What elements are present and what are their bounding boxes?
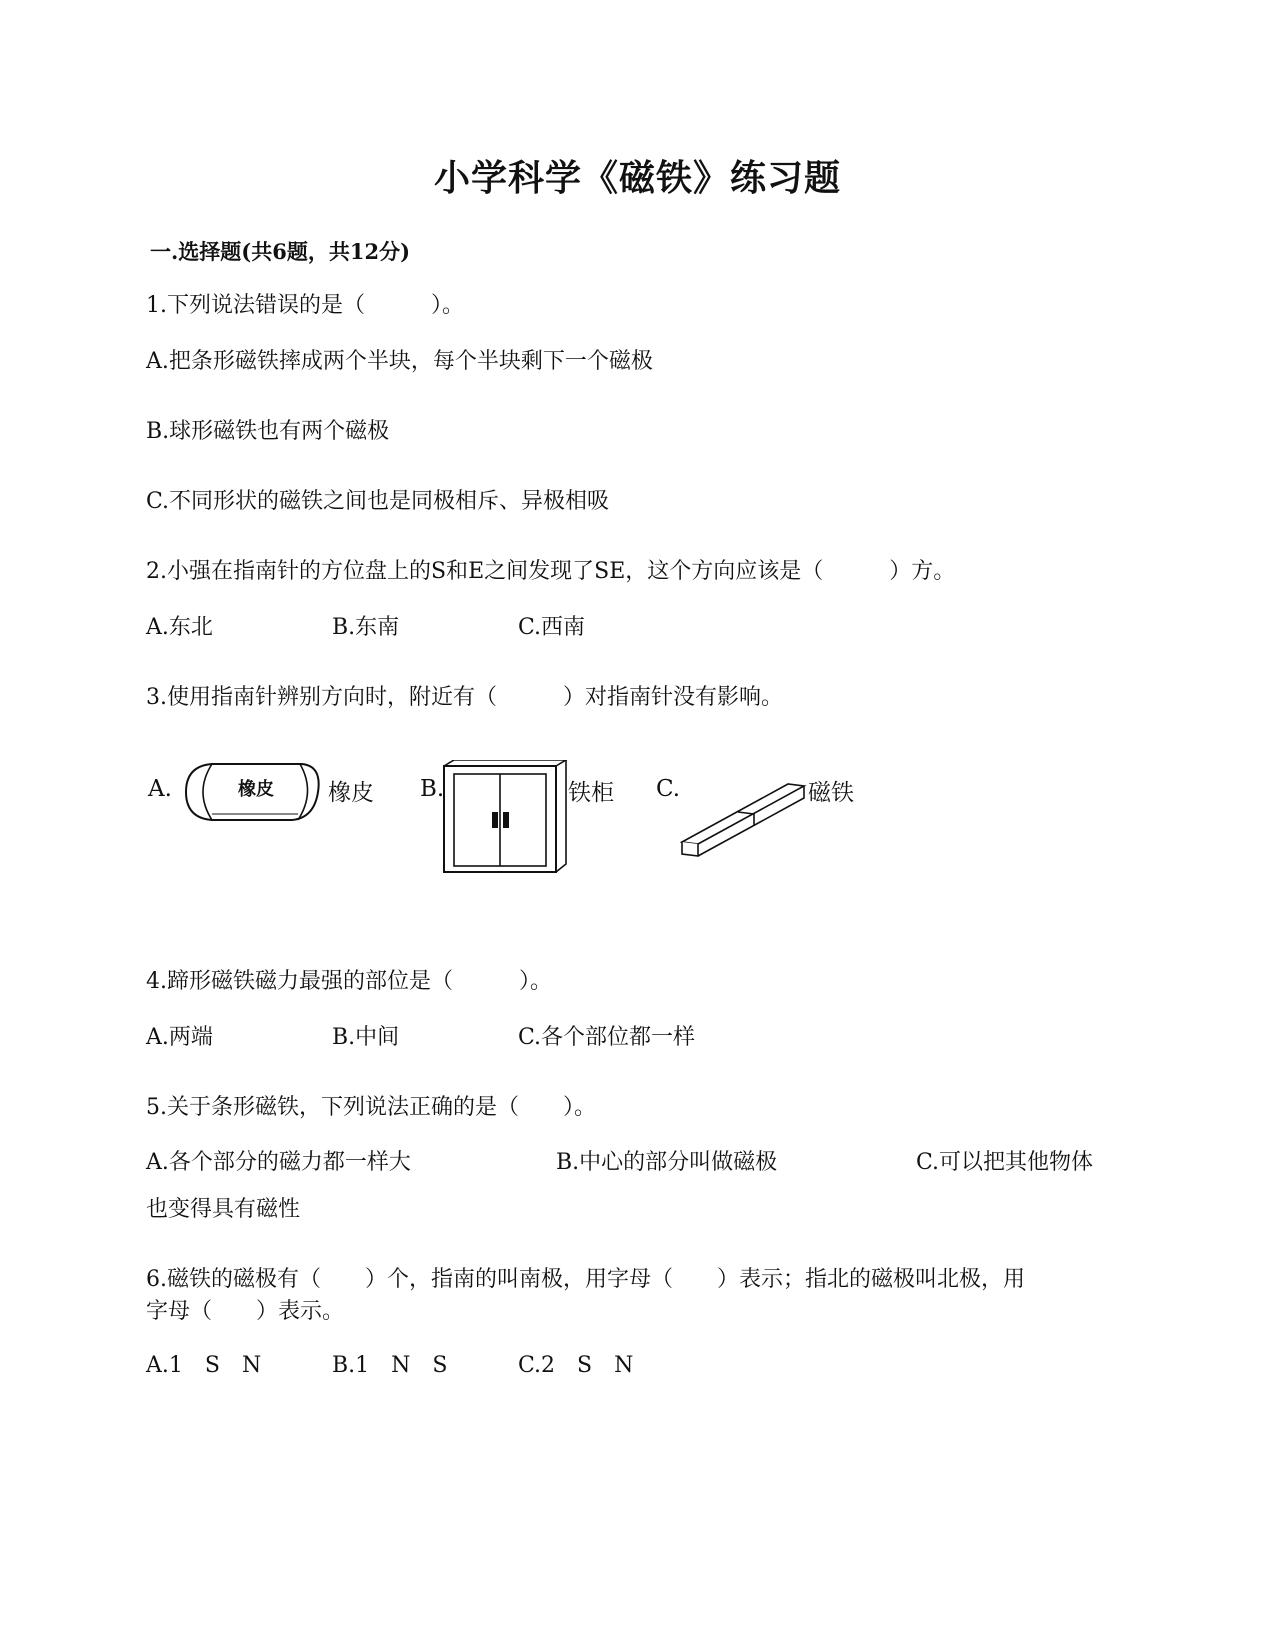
question-2-option-c: C.西南 [518, 615, 586, 640]
picture-option-a-label: 橡皮 [328, 780, 374, 806]
question-1-option-b: B.球形磁铁也有两个磁极 [146, 419, 390, 444]
question-4-option-b: B.中间 [332, 1025, 400, 1050]
picture-option-c-label: 磁铁 [808, 780, 854, 806]
question-4-option-c: C.各个部位都一样 [518, 1025, 696, 1050]
picture-option-c-letter: C. [656, 776, 681, 802]
question-5-option-c-continued: 也变得具有磁性 [146, 1197, 301, 1222]
picture-option-b-label: 铁柜 [568, 780, 614, 806]
picture-option-b-letter: B. [420, 776, 445, 802]
question-5-option-c: C.可以把其他物体 [916, 1150, 1094, 1175]
page-title: 小学科学《磁铁》练习题 [433, 157, 841, 199]
question-4-stem: 4.蹄形磁铁磁力最强的部位是（ ）。 [146, 969, 552, 994]
question-5-option-b: B.中心的部分叫做磁极 [556, 1150, 778, 1175]
question-1-stem: 1.下列说法错误的是（ ）。 [146, 293, 464, 318]
question-1-option-a: A.把条形磁铁摔成两个半块，每个半块剩下一个磁极 [146, 349, 653, 374]
section-heading: 一.选择题(共6题，共12分) [150, 239, 411, 264]
question-6-option-a: A.1 S N [146, 1353, 262, 1378]
iron-cabinet-icon [442, 760, 572, 876]
question-6-option-b: B.1 N S [332, 1353, 448, 1378]
eraser-label: 橡皮 [238, 779, 274, 800]
question-5-stem: 5.关于条形磁铁，下列说法正确的是（ ）。 [146, 1095, 596, 1120]
question-5-option-a: A.各个部分的磁力都一样大 [146, 1150, 411, 1175]
picture-option-a-letter: A. [148, 776, 172, 802]
question-4-option-a: A.两端 [146, 1025, 213, 1050]
question-2-stem: 2.小强在指南针的方位盘上的S和E之间发现了SE，这个方向应该是（ ）方。 [146, 559, 956, 584]
question-6-stem-line-1: 6.磁铁的磁极有（ ）个，指南的叫南极，用字母（ ）表示；指北的磁极叫北极，用 [146, 1267, 1025, 1292]
question-2-option-a: A.东北 [146, 615, 213, 640]
eraser-icon [182, 758, 322, 828]
question-1-option-c: C.不同形状的磁铁之间也是同极相斥、异极相吸 [146, 489, 610, 514]
bar-magnet-icon [680, 778, 810, 868]
question-3-stem: 3.使用指南针辨别方向时，附近有（ ）对指南针没有影响。 [146, 685, 783, 710]
question-2-option-b: B.东南 [332, 615, 400, 640]
question-6-option-c: C.2 S N [518, 1353, 634, 1378]
question-6-stem-line-2: 字母（ ）表示。 [146, 1299, 345, 1324]
